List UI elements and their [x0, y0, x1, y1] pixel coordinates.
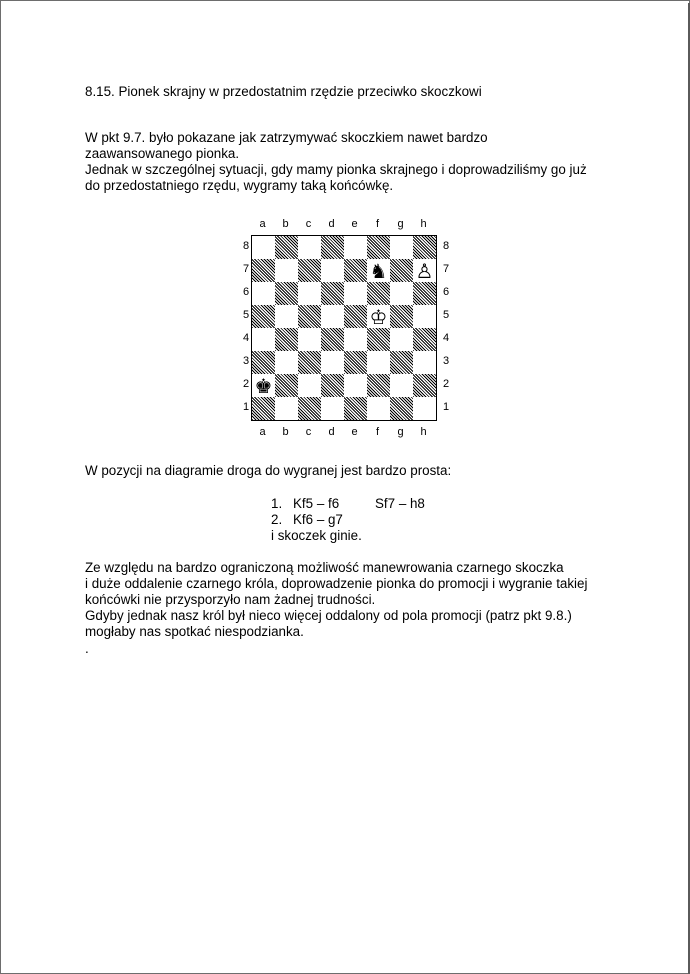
file-label: d: [328, 426, 335, 438]
intro-paragraph: [85, 130, 587, 194]
square-e5: [344, 305, 367, 328]
square-d4: [321, 328, 344, 351]
square-h8: [413, 236, 436, 259]
white-pawn-icon: ♙: [415, 258, 434, 283]
square-c7: [298, 259, 321, 282]
file-label: b: [282, 426, 289, 438]
rank-label: 8: [442, 240, 450, 252]
rank-label: 5: [242, 309, 250, 321]
move-row: [271, 512, 425, 528]
intro-line: Jednak w szczególnej sytuacji, gdy mamy pionka skrajnego i doprowadziliśmy go już: [85, 162, 587, 177]
file-label: h: [420, 218, 427, 230]
rank-label: 3: [242, 355, 250, 367]
move-row: [271, 496, 425, 512]
file-label: b: [282, 218, 289, 230]
square-a8: [252, 236, 275, 259]
square-d2: [321, 374, 344, 397]
square-c8: [298, 236, 321, 259]
file-label: h: [420, 426, 427, 438]
square-d8: [321, 236, 344, 259]
square-d3: [321, 351, 344, 374]
move-number: 2.: [271, 512, 283, 527]
trailing-dot: .: [85, 641, 89, 656]
square-a7: [252, 259, 275, 282]
rank-label: 1: [242, 401, 250, 413]
black-knight-icon: ♞: [369, 258, 388, 283]
rank-label: 2: [242, 378, 250, 390]
outro-line: mogłaby nas spotkać niespodzianka.: [85, 624, 304, 639]
square-e6: [344, 282, 367, 305]
square-a1: [252, 397, 275, 420]
file-label: a: [259, 218, 266, 230]
move-number: 1.: [271, 496, 283, 511]
rank-label: 3: [442, 355, 450, 367]
square-g4: [390, 328, 413, 351]
square-e2: [344, 374, 367, 397]
file-label: f: [375, 426, 380, 438]
move-list: [271, 496, 425, 544]
square-b1: [275, 397, 298, 420]
file-label: d: [328, 218, 335, 230]
file-label: e: [351, 426, 358, 438]
rank-label: 2: [442, 378, 450, 390]
outro-line: i duże oddalenie czarnego króla, doprowadzenie pionka do promocji i wygranie takiej: [85, 576, 588, 591]
file-label: a: [259, 426, 266, 438]
square-b5: [275, 305, 298, 328]
file-label: c: [305, 218, 312, 230]
square-g1: [390, 397, 413, 420]
square-c4: [298, 328, 321, 351]
square-f8: [367, 236, 390, 259]
square-e1: [344, 397, 367, 420]
file-labels-bottom: [251, 426, 435, 440]
white-move: Kf5 – f6: [293, 496, 340, 511]
square-a4: [252, 328, 275, 351]
file-label: e: [351, 218, 358, 230]
square-f6: [367, 282, 390, 305]
square-e8: [344, 236, 367, 259]
square-g6: [390, 282, 413, 305]
square-f4: [367, 328, 390, 351]
square-h7: [413, 259, 436, 282]
rank-label: 6: [242, 286, 250, 298]
rank-label: 4: [242, 332, 250, 344]
square-h4: [413, 328, 436, 351]
file-label: g: [397, 218, 404, 230]
white-move: Kf6 – g7: [293, 512, 343, 527]
square-b4: [275, 328, 298, 351]
square-c3: [298, 351, 321, 374]
intro-line: do przedostatniego rzędu, wygramy taką końcówkę.: [85, 178, 394, 193]
square-f5: [367, 305, 390, 328]
square-e4: [344, 328, 367, 351]
file-label: f: [375, 218, 380, 230]
intro-line: zaawansowanego pionka.: [85, 146, 240, 161]
square-h3: [413, 351, 436, 374]
white-king-icon: ♔: [369, 304, 388, 329]
outro-line: Gdyby jednak nasz król był nieco więcej oddalony od pola promocji (patrz pkt 9.8.): [85, 608, 572, 623]
square-f2: [367, 374, 390, 397]
outro-line: Ze względu na bardzo ograniczoną możliwość manewrowania czarnego skoczka: [85, 560, 564, 575]
rank-label: 1: [442, 401, 450, 413]
square-a3: [252, 351, 275, 374]
square-d5: [321, 305, 344, 328]
rank-label: 7: [442, 263, 450, 275]
square-b7: [275, 259, 298, 282]
outro-paragraph: [85, 560, 587, 640]
file-label: c: [305, 426, 312, 438]
square-c5: [298, 305, 321, 328]
rank-label: 7: [242, 263, 250, 275]
square-g5: [390, 305, 413, 328]
square-a5: [252, 305, 275, 328]
black-king-icon: ♚: [254, 373, 273, 398]
diagram-caption: W pozycji na diagramie droga do wygranej jest bardzo prosta:: [85, 463, 452, 478]
square-c2: [298, 374, 321, 397]
rank-label: 4: [442, 332, 450, 344]
square-d1: [321, 397, 344, 420]
square-c6: [298, 282, 321, 305]
square-f3: [367, 351, 390, 374]
square-h6: [413, 282, 436, 305]
square-a2: [252, 374, 275, 397]
square-c1: [298, 397, 321, 420]
square-g8: [390, 236, 413, 259]
square-g3: [390, 351, 413, 374]
square-g2: [390, 374, 413, 397]
square-h1: [413, 397, 436, 420]
square-e7: [344, 259, 367, 282]
square-d7: [321, 259, 344, 282]
square-h2: [413, 374, 436, 397]
square-g7: [390, 259, 413, 282]
section-heading: 8.15. Pionek skrajny w przedostatnim rzędzie przeciwko skoczkowi: [85, 84, 482, 99]
square-b2: [275, 374, 298, 397]
intro-line: W pkt 9.7. było pokazane jak zatrzymywać skoczkiem nawet bardzo: [85, 130, 488, 145]
square-b3: [275, 351, 298, 374]
square-d6: [321, 282, 344, 305]
rank-label: 6: [442, 286, 450, 298]
chess-diagram: [241, 218, 457, 440]
file-label: g: [397, 426, 404, 438]
chess-board: [251, 235, 437, 421]
square-b8: [275, 236, 298, 259]
square-b6: [275, 282, 298, 305]
square-a6: [252, 282, 275, 305]
file-labels-top: [251, 218, 435, 232]
square-f1: [367, 397, 390, 420]
rank-label: 8: [242, 240, 250, 252]
rank-label: 5: [442, 309, 450, 321]
move-tail: i skoczek ginie.: [271, 528, 362, 543]
black-move: Sf7 – h8: [375, 496, 425, 511]
square-e3: [344, 351, 367, 374]
outro-line: końcówki nie przysporzyło nam żadnej trudności.: [85, 592, 376, 607]
rank-labels-right: [439, 235, 453, 419]
square-f7: [367, 259, 390, 282]
square-h5: [413, 305, 436, 328]
